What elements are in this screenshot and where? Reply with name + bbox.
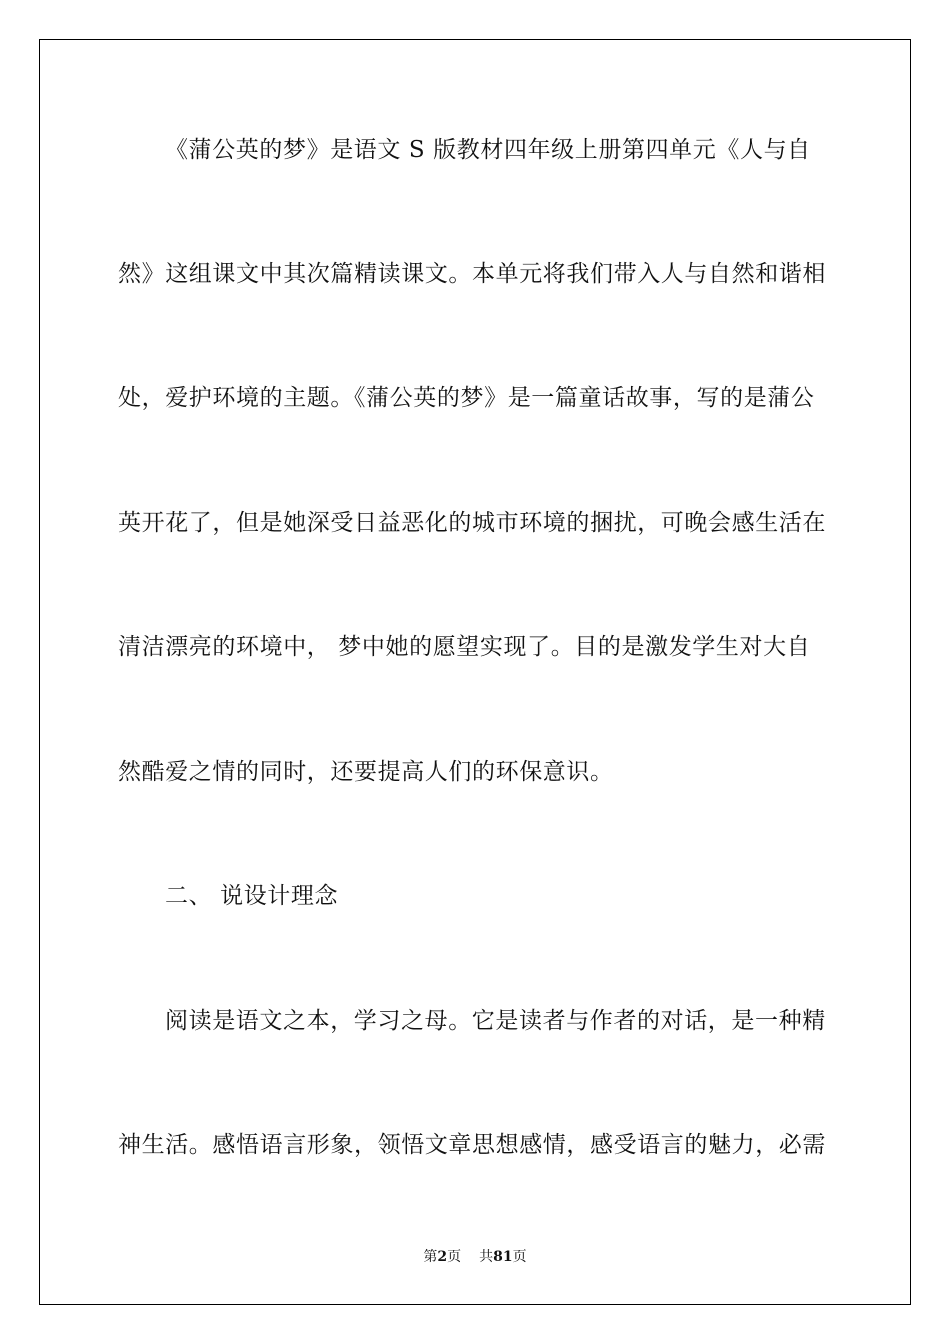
footer-total-prefix: 共 [479,1249,494,1265]
footer-page-number: 2 [437,1249,448,1265]
text-line-3: 处，爱护环境的主题。《蒲公英的梦》是一篇童话故事，写的是蒲公 [118,385,815,411]
text-line-8: 神生活。感悟语言形象，领悟文章思想感情，感受语言的魅力，必需 [118,1132,826,1158]
footer-total-suffix: 页 [512,1249,527,1265]
section-heading: 二、 说设计理念 [165,883,339,909]
text-line-2: 然》这组课文中其次篇精读课文。本单元将我们带入人与自然和谐相 [118,261,826,287]
text-line-7: 阅读是语文之本，学习之母。它是读者与作者的对话，是一种精 [165,1008,826,1034]
page-border [39,39,911,1305]
footer-page-prefix: 第 [423,1249,438,1265]
text-line-6: 然酷爱之情的同时，还要提高人们的环保意识。 [118,759,614,785]
text-line-4: 英开花了，但是她深受日益恶化的城市环境的捆扰，可晚会感生活在 [118,510,826,536]
text-line-1: 《蒲公英的梦》是语文 S 版教材四年级上册第四单元《人与自 [165,137,811,163]
footer-total-pages: 81 [493,1249,513,1265]
page-footer [0,1246,950,1266]
text-line-5: 清洁漂亮的环境中， 梦中她的愿望实现了。目的是激发学生对大自 [118,634,811,660]
footer-page-suffix: 页 [447,1249,462,1265]
